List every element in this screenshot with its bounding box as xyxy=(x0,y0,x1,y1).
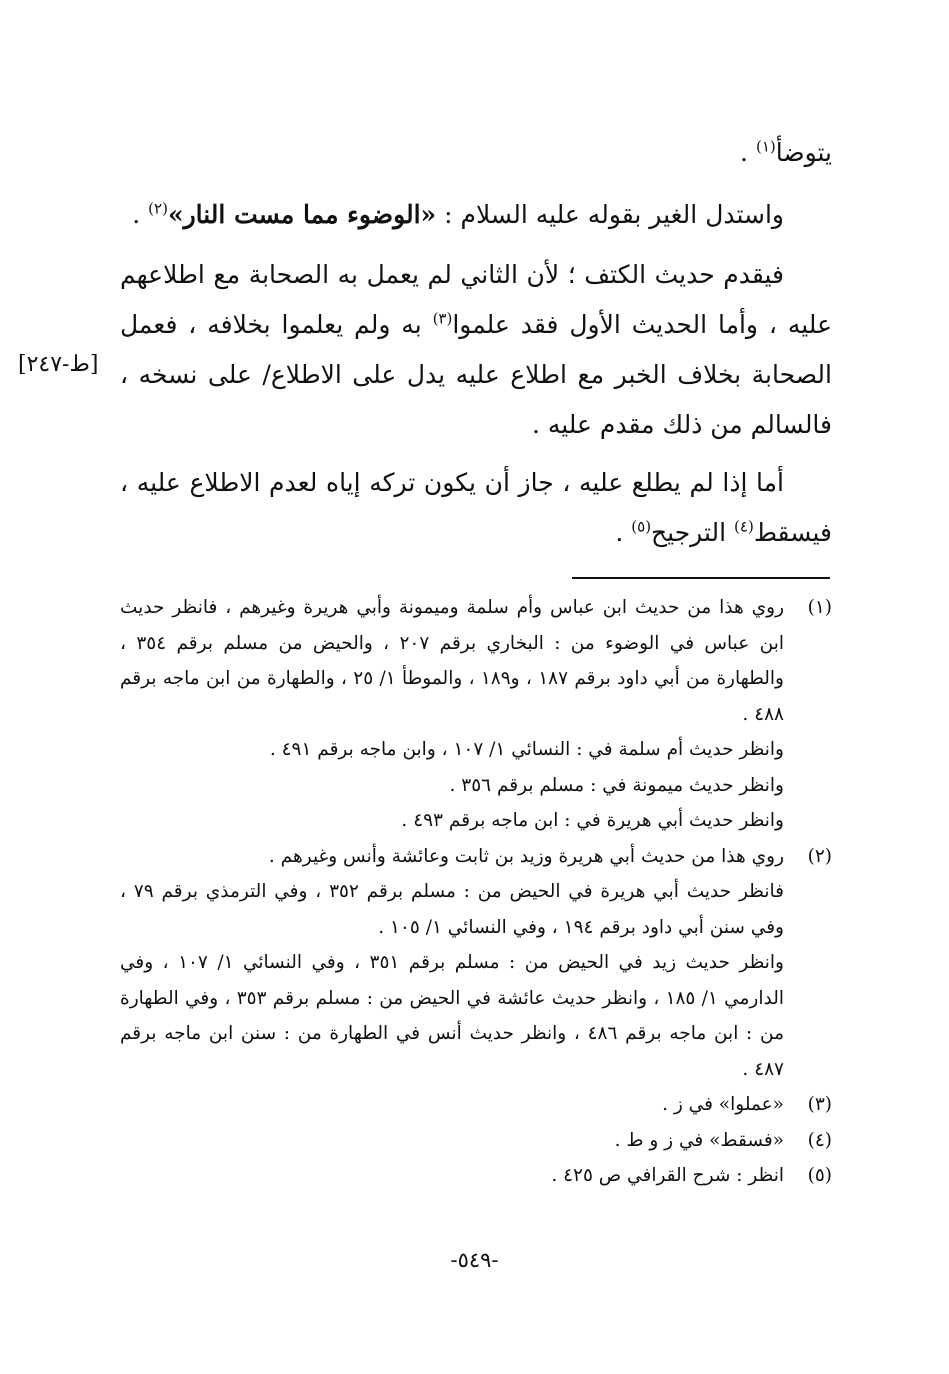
footnote-line: روي هذا من حديث أبي هريرة وزيد بن ثابت وعائشة وأنس وغيرهم . xyxy=(268,845,784,867)
footnote-text xyxy=(120,1158,784,1194)
footnote-ref-2[interactable]: (٢) xyxy=(148,199,168,218)
main-text xyxy=(120,190,832,240)
footnotes xyxy=(120,590,832,1194)
main-text xyxy=(120,250,832,450)
footnote-5 xyxy=(120,1158,832,1194)
footnote-number: (٥) xyxy=(807,1165,832,1186)
footnote-text xyxy=(120,590,784,839)
paragraph-3 xyxy=(120,250,832,450)
footnote-line: وانظر حديث زيد في الحيض من : مسلم برقم ٣٥١ ، وفي النسائي ١/ ١٠٧ ، وفي الدارمي ١/ ١٨٥ ، وانظر حديث عائشة في الحيض من : مسلم برقم ٣٥٣ ، وفي الطهارة من : ابن ماجه برقم ٤٨٦ ، وانظر حديث أنس في الطهارة من : سنن ابن ماجه برقم ٤٨٧ . xyxy=(120,952,784,1080)
footnote-2 xyxy=(120,839,832,1088)
footnote-line: وانظر حديث أبي هريرة في : ابن ماجه برقم ٤٩٣ . xyxy=(401,810,784,831)
paragraph-2 xyxy=(120,190,832,240)
hadith-quote: «الوضوء مما مست النار» xyxy=(167,200,437,229)
paragraph-4 xyxy=(120,458,832,558)
paragraph-text: أما إذا لم يطلع عليه ، جاز أن يكون تركه إياه لعدم الاطلاع عليه ، فيسقط xyxy=(120,468,832,547)
main-text xyxy=(120,458,832,558)
footnote-text xyxy=(120,839,784,1088)
footnote-text xyxy=(120,1123,784,1159)
paragraph-text: . xyxy=(615,518,632,547)
footnote-line: «فسقط» في ز و ط . xyxy=(614,1129,784,1151)
footnote-4 xyxy=(120,1123,832,1159)
footnote-line: فانظر حديث أبي هريرة في الحيض من : مسلم برقم ٣٥٢ ، وفي الترمذي برقم ٧٩ ، وفي سنن أبي داود برقم ١٩٤ ، وفي النسائي ١/ ١٠٥ . xyxy=(120,881,784,938)
footnote-number: (٣) xyxy=(807,1094,832,1115)
footnote-ref-5[interactable]: (٥) xyxy=(631,517,652,536)
paragraph-text: . xyxy=(132,200,149,229)
main-text xyxy=(120,128,832,178)
paragraph-text: واستدل الغير بقوله عليه السلام : xyxy=(436,200,784,229)
footnote-line: وانظر حديث ميمونة في : مسلم برقم ٣٥٦ . xyxy=(449,774,784,796)
footnote-line: «عملوا» في ز . xyxy=(662,1094,784,1115)
footnote-ref-1[interactable]: (١) xyxy=(755,137,776,156)
footnote-ref-3[interactable]: (٣) xyxy=(432,309,453,328)
paragraph-text: . xyxy=(740,138,756,167)
footnote-line: انظر : شرح القرافي ص ٤٢٥ . xyxy=(551,1165,784,1186)
paragraph-text: يتوضأ xyxy=(775,138,832,167)
paragraph-text: به ولم يعلموا بخلافه ، فعمل الصحابة بخلاف الخبر مع اطلاع عليه يدل على الاطلاع/ على نسخه ، فالسالم من ذلك مقدم عليه . xyxy=(120,310,832,439)
margin-manuscript-ref: [ط-٢٤٧] xyxy=(18,352,99,377)
footnote-ref-4[interactable]: (٤) xyxy=(734,517,754,536)
page-number: -٥٤٩- xyxy=(450,1248,499,1272)
footnote-text xyxy=(120,1087,784,1123)
footnote-number: (١) xyxy=(807,597,832,618)
paragraph-1 xyxy=(120,128,832,178)
footnote-separator xyxy=(572,577,830,579)
footnote-number: (٢) xyxy=(807,845,832,867)
footnote-3 xyxy=(120,1087,832,1123)
footnote-line: روي هذا من حديث ابن عباس وأم سلمة وميمونة وأبي هريرة وغيرهم ، فانظر حديث ابن عباس في الوضوء من : البخاري برقم ٢٠٧ ، والحيض من مسلم برقم ٣٥٤ ، والطهارة من أبي داود برقم ١٨٧ ، و١٨٩ ، والموطأ ١/ ٢٥ ، والطهارة من ابن ماجه برقم ٤٨٨ . xyxy=(120,597,784,725)
footnote-number: (٤) xyxy=(807,1129,832,1151)
paragraph-text: فيقدم حديث الكتف ؛ لأن الثاني لم يعمل به الصحابة مع اطلاعهم عليه ، وأما الحديث الأول فقد علموا xyxy=(120,260,832,339)
paragraph-text: الترجيح xyxy=(651,518,735,547)
footnote-1 xyxy=(120,590,832,839)
footnote-line: وانظر حديث أم سلمة في : النسائي ١/ ١٠٧ ، وابن ماجه برقم ٤٩١ . xyxy=(269,739,784,760)
